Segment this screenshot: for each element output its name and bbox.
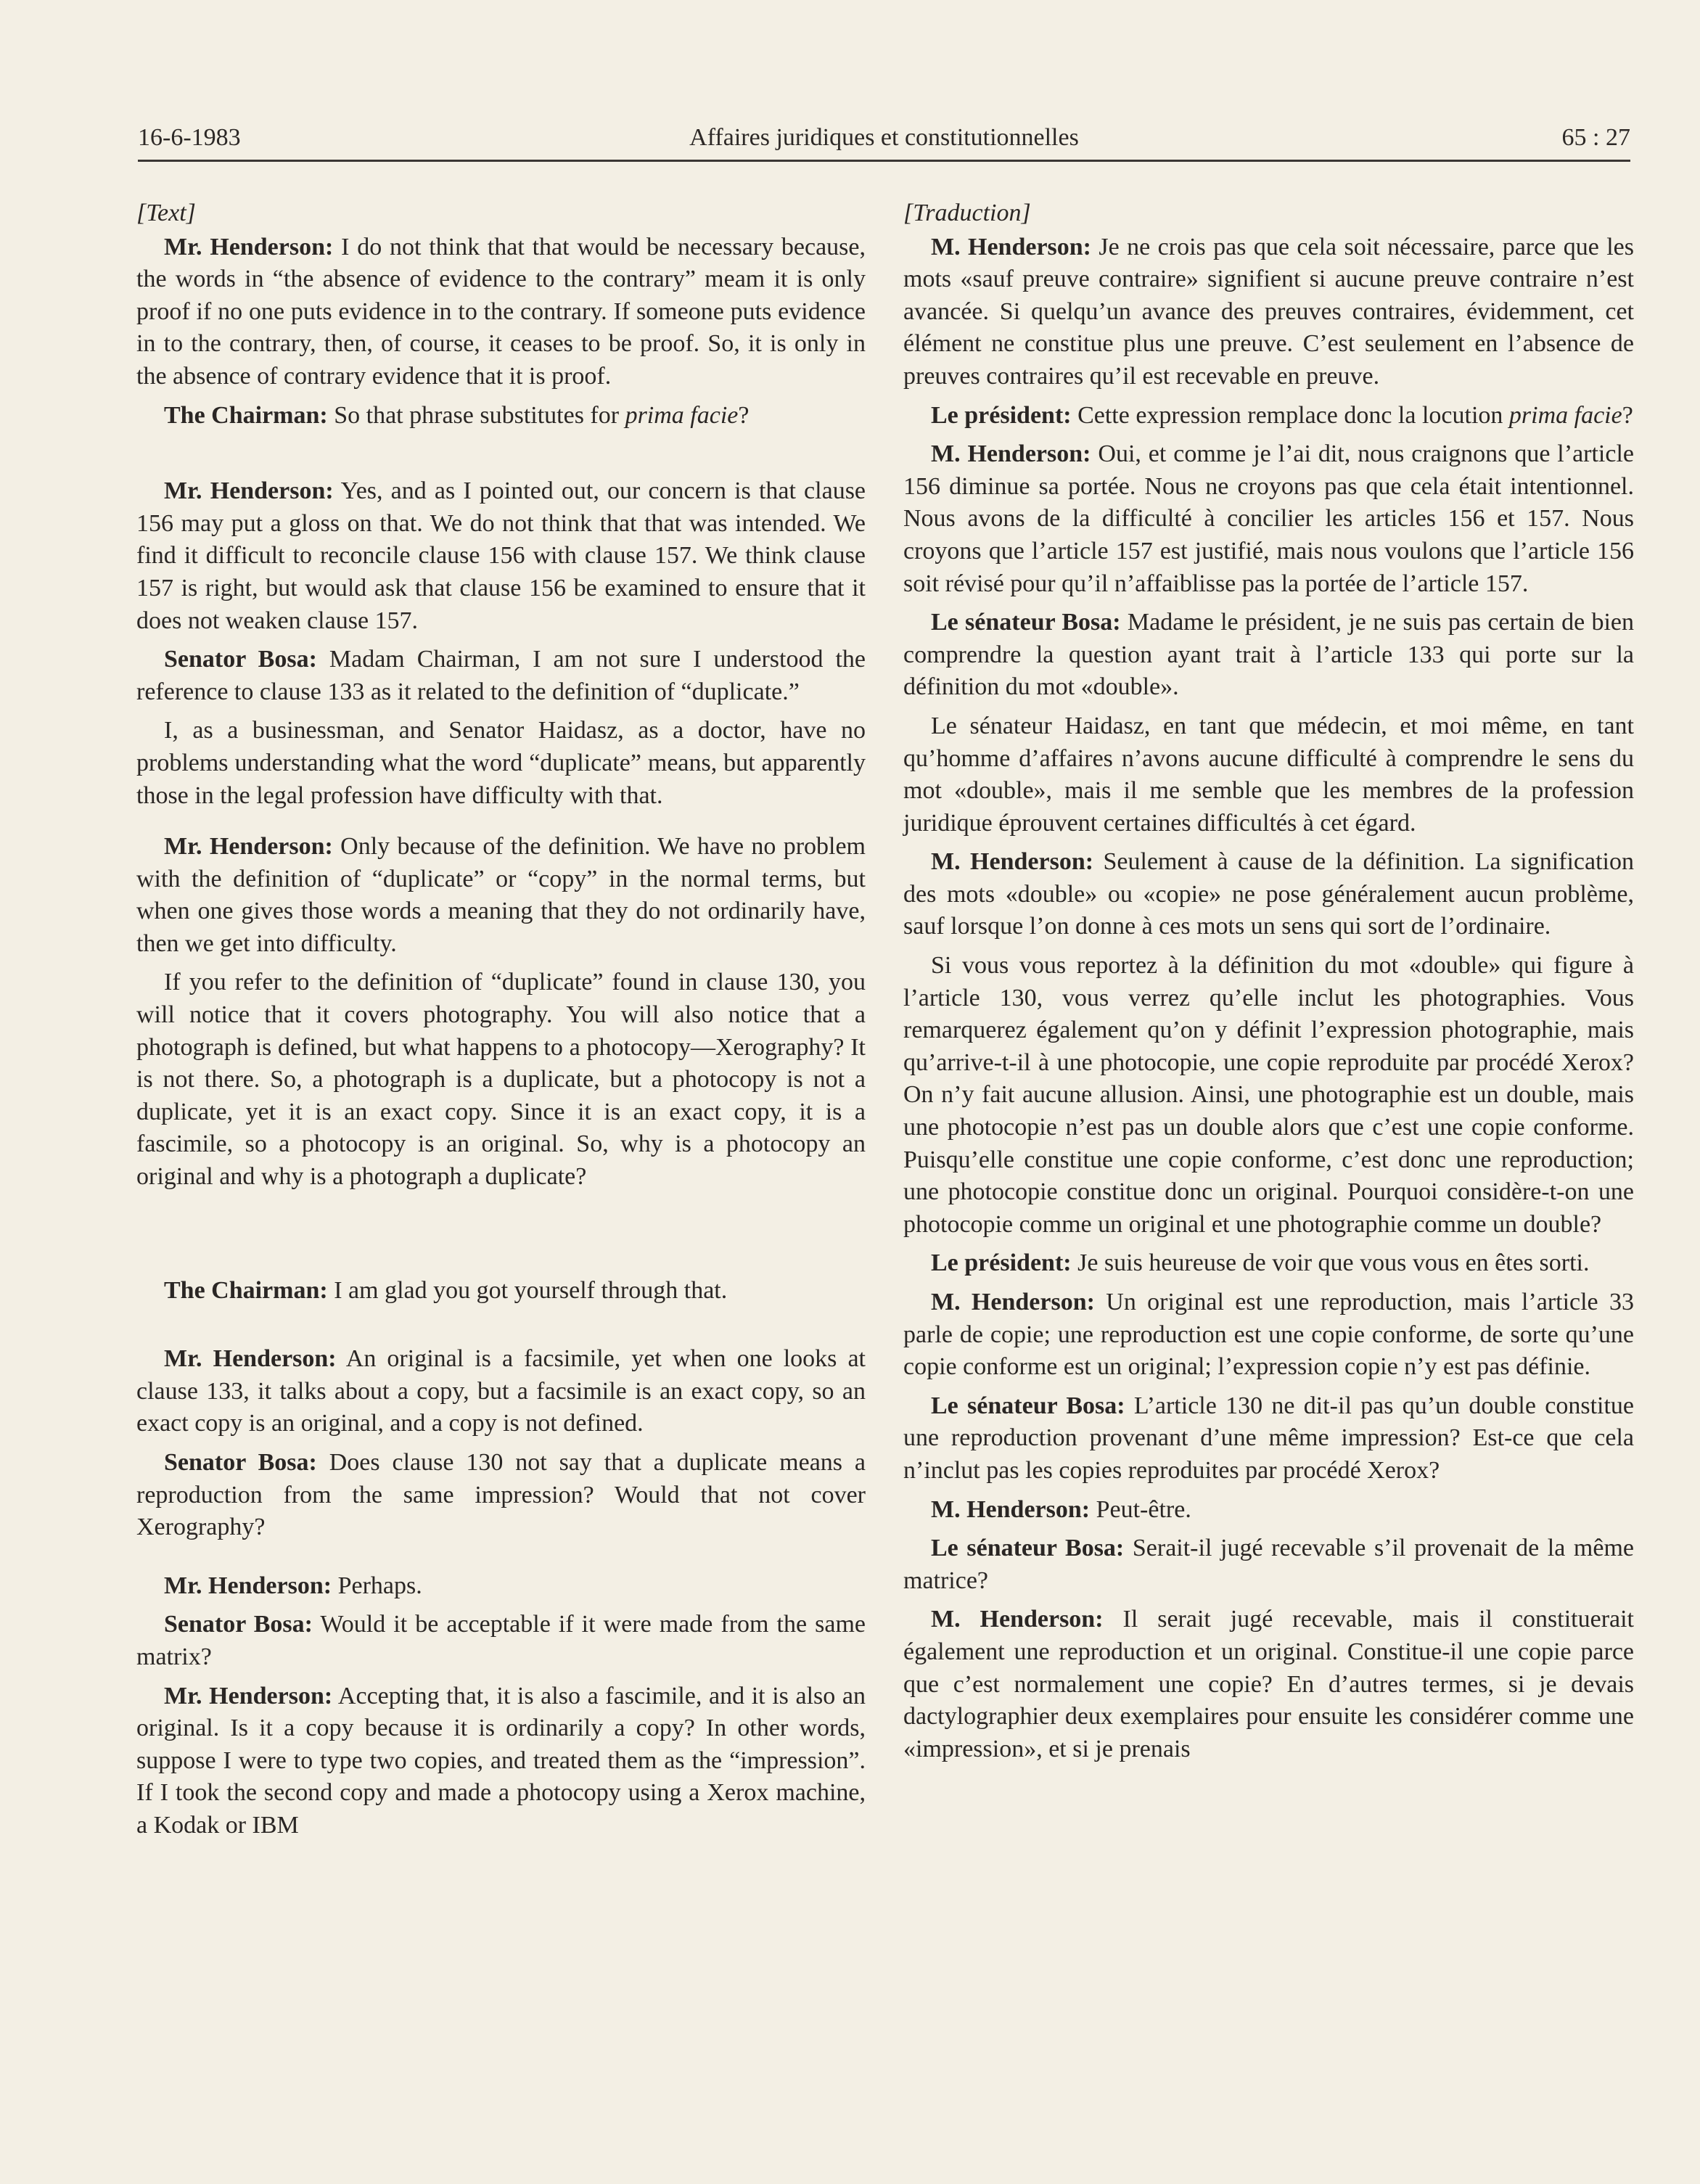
speaker-name: M. Henderson: (931, 848, 1094, 876)
header-date: 16-6-1983 (138, 124, 241, 151)
speech-text: L’article 130 ne dit-il pas qu’un double constitue une reproduction provenant d’une même impression? Est-ce que cela n’inclut pas les copies reproduites par procédé Xerox? (903, 1392, 1634, 1484)
speech-text: Madame le président, je ne suis pas certain de bien comprendre la question ayant trait à l’article 133 qui porte sur la définition du mot «double». (903, 609, 1634, 701)
speech-text: Le sénateur Haidasz, en tant que médecin, et moi même, en tant qu’homme d’affaires n’avons aucune difficulté à comprendre le sens du mot «double», mais il me semble que les membres de la profession juridique éprouvent certaines difficultés à cet égard. (903, 712, 1634, 837)
paragraph (136, 715, 866, 812)
paragraph (136, 1570, 866, 1603)
french-column (903, 197, 1634, 1765)
speech-text: Does clause 130 not say that a duplicate means a reproduction from the same impression? Would that not cover Xerography? (136, 1449, 866, 1541)
speech-text: Serait-il jugé recevable s’il provenait de la même matrice? (903, 1535, 1635, 1594)
paragraph (903, 231, 1634, 393)
header-page-number: 65 : 27 (1561, 124, 1630, 151)
speaker-name: Mr. Henderson: (164, 833, 333, 861)
section-label-text: [Traduction] (903, 200, 1031, 226)
paragraph (903, 710, 1634, 839)
speaker-name: Senator Bosa: (164, 1449, 317, 1476)
paragraph (903, 400, 1634, 432)
speaker-name: Senator Bosa: (164, 646, 317, 673)
speaker-name: Senator Bosa: (164, 1611, 313, 1638)
speaker-name: Mr. Henderson: (164, 477, 334, 505)
speaker-name: Le président: (931, 1249, 1072, 1277)
paragraph (136, 231, 866, 393)
speech-text: Je ne crois pas que cela soit nécessaire, parce que les mots «sauf preuve contraire» signifient si aucune preuve contraire n’est avancée. Si quelqu’un avance des preuves contraires, évidemment, cet élément ne constitue plus une preuve. C’est seulement en l’absence de preuves contraires qu’il est recevable en preuve. (903, 233, 1634, 390)
speech-text: Oui, et comme je l’ai dit, nous craignons que l’article 156 diminue sa portée. Nous ne croyons pas que cela était intentionnel. Nous avons de la difficulté à concilier les articles 156 et 157. Nous croyons que l’article 157 est justifié, mais nous voulons que l’article 156 soit révisé pour qu’il n’affaiblisse pas la portée de l’article 157. (903, 440, 1635, 597)
speech-text: Je suis heureuse de voir que vous vous en êtes sorti. (1071, 1249, 1590, 1277)
speech-text: If you refer to the definition of “duplicate” found in clause 130, you will notice that it covers photography. You will also notice that a photograph is defined, but what happens to a photocopy—Xerography? It is not there. So, a photograph is a duplicate, but a photocopy is not a duplicate, yet it is an exact copy. Since it is an exact copy, it is a fascimile, so a photocopy is an original. So, why is a photocopy an original and why is a photograph a duplicate? (136, 969, 866, 1191)
speech-text: I am glad you got yourself through that. (327, 1276, 728, 1304)
paragraph (903, 438, 1634, 600)
speech-text: Would it be acceptable if it were made from the same matrix? (136, 1611, 866, 1670)
speaker-name: Mr. Henderson: (164, 1682, 333, 1709)
speech-text: Peut-être. (1090, 1495, 1191, 1523)
paragraph (903, 846, 1634, 943)
paragraph (903, 1286, 1634, 1384)
section-label-text: [Text] (136, 200, 196, 226)
speaker-name: Le président: (931, 401, 1072, 429)
speech-text: Cette expression remplace donc la locution (1071, 401, 1509, 429)
paragraph (903, 1390, 1634, 1487)
speaker-name: Mr. Henderson: (164, 233, 334, 260)
speech-text: Seulement à cause de la définition. La signification des mots «double» ou «copie» ne pose généralement aucun problème, sauf lorsque l’on donne à ces mots un sens qui sort de l’ordinaire. (903, 848, 1634, 940)
speech-text: I, as a businessman, and Senator Haidasz, as a doctor, have no problems understanding what the word “duplicate” means, but apparently those in the legal profession have difficulty with that. (136, 717, 866, 809)
paragraph (136, 831, 866, 960)
speech-text: An original is a facsimile, yet when one looks at clause 133, it talks about a copy, but a facsimile is an exact copy, so an exact copy is an original, and a copy is not defined. (136, 1345, 866, 1437)
speaker-name: Le sénateur Bosa: (931, 1535, 1125, 1562)
paragraph (136, 1275, 866, 1307)
paragraph (903, 607, 1634, 704)
speaker-name: M. Henderson: (931, 1289, 1095, 1315)
paragraph (903, 1247, 1634, 1280)
speaker-name: Le sénateur Bosa: (931, 609, 1121, 636)
speech-text: Only because of the definition. We have no problem with the definition of “duplicate” or “copy” in the normal terms, but when one gives those words a meaning that they do not ordinarily have, then we get into difficulty. (136, 833, 866, 957)
speaker-name: M. Henderson: (931, 1606, 1104, 1633)
paragraph (136, 1343, 866, 1440)
paragraph (136, 475, 866, 637)
paragraph (903, 1494, 1634, 1527)
paragraph (903, 1604, 1634, 1765)
speech-text: I do not think that that would be necessary because, the words in “the absence of evidence to the contrary” meam it is only proof if no one puts evidence in to the contrary. If someone puts evidence in to the contrary, then, of course, it ceases to be proof. So, it is only in the absence of contrary evidence that it is proof. (136, 233, 866, 390)
speech-italic: prima facie (625, 401, 739, 429)
header-title: Affaires juridiques et constitutionnelles (689, 124, 1079, 151)
page-header (138, 120, 1630, 162)
speaker-name: Mr. Henderson: (164, 1572, 332, 1599)
speaker-name: M. Henderson: (931, 233, 1092, 260)
speech-text: Si vous vous reportez à la définition du mot «double» qui figure à l’article 130, vous verrez qu’elle inclut les photographies. Vous remarquerez également qu’on y définit l’expression photographie, mais qu’arrive-t-il à une photocopie, une copie reproduite par procédé Xerox? On n’y fait aucune allusion. Ainsi, une photographie est un double, mais une photocopie n’est pas un double alors que c’est une copie conforme. Puisqu’elle constitue une copie conforme, c’est donc une reproduction; une photocopie constitue donc un original. Pourquoi considère-t-on une photocopie comme un original et une photographie comme un double? (903, 952, 1634, 1238)
speech-text-end: ? (738, 401, 750, 429)
english-column (136, 197, 866, 1842)
speaker-name: Le sénateur Bosa: (931, 1392, 1125, 1419)
speech-text: So that phrase substitutes for (327, 401, 625, 429)
speaker-name: The Chairman: (164, 1276, 328, 1304)
speech-text: Perhaps. (332, 1572, 422, 1599)
speech-italic: prima facie (1508, 401, 1622, 429)
speaker-name: M. Henderson: (931, 1495, 1091, 1523)
paragraph (136, 400, 866, 432)
speech-text: Yes, and as I pointed out, our concern is that clause 156 may put a gloss on that. We do not think that that was intended. We find it difficult to reconcile clause 156 with clause 157. We think clause 157 is right, but would ask that clause 156 be examined to ensure that it does not weaken clause 157. (136, 477, 866, 634)
speaker-name: Mr. Henderson: (164, 1345, 337, 1373)
speaker-name: The Chairman: (164, 401, 328, 429)
paragraph (136, 1680, 866, 1842)
paragraph (903, 950, 1634, 1241)
paragraph (136, 966, 866, 1193)
speaker-name: M. Henderson: (931, 440, 1091, 468)
paragraph (136, 644, 866, 708)
paragraph (136, 1609, 866, 1673)
paragraph (903, 1532, 1634, 1597)
paragraph (136, 1447, 866, 1544)
speech-text: Il serait jugé recevable, mais il constituerait également une reproduction et un original. Constitue-il une copie parce que c’est normalement une copie? En d’autres termes, si je devais dactylographier deux exemplaires pour ensuite les considérer comme une «impression», et si je prenais (903, 1606, 1634, 1762)
speech-text-end: ? (1622, 401, 1633, 429)
speech-text: Accepting that, it is also a fascimile, and it is also an original. Is it a copy because it is ordinarily a copy? In other words, suppose I were to type two copies, and treated them as the “impression”. If I took the second copy and made a photocopy using a Xerox machine, a Kodak or IBM (136, 1682, 866, 1839)
speech-text: Madam Chairman, I am not sure I understood the reference to clause 133 as it related to the definition of “duplicate.” (136, 646, 866, 705)
speech-text: Un original est une reproduction, mais l’article 33 parle de copie; une reproduction est une copie conforme, de sorte qu’une copie conforme est un original; l’expression copie n’y est pas définie. (903, 1289, 1634, 1381)
